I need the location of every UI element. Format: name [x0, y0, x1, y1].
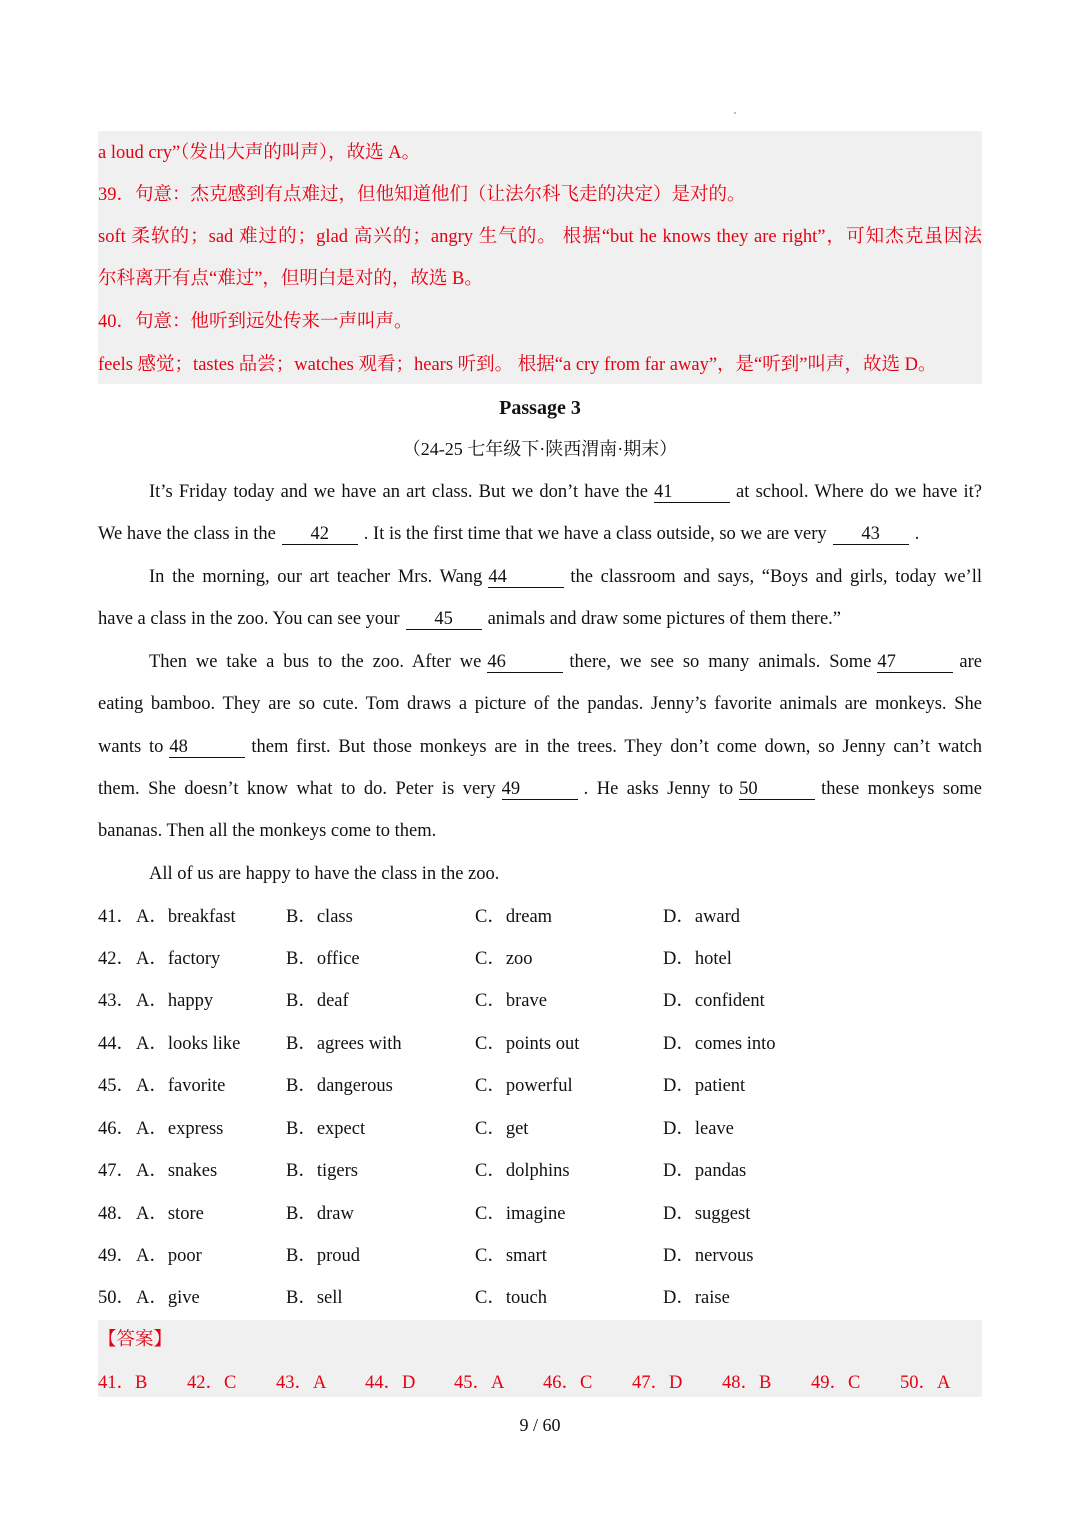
option-b: B．draw — [286, 1204, 354, 1224]
blank-46: 46 — [487, 652, 563, 673]
passage-text: at school. Where do we have it? — [736, 482, 982, 502]
option-c: C．powerful — [475, 1076, 573, 1096]
explanation-line: soft 柔软的；sad 难过的；glad 高兴的；angry 生气的。 根据“but he knows they are right”，可知杰克虽因法 — [98, 227, 982, 247]
blank-50: 50 — [739, 779, 815, 800]
option-c: C．imagine — [475, 1204, 566, 1224]
question-number: 44． — [98, 1034, 136, 1054]
question-number: 41． — [98, 907, 136, 927]
passage-title: Passage 3 — [499, 397, 581, 419]
option-a: A．express — [136, 1119, 224, 1139]
option-c: C．brave — [475, 991, 547, 1011]
option-b: B．deaf — [286, 991, 349, 1011]
option-a: A．store — [136, 1204, 204, 1224]
passage-text: the classroom and says, “Boys and girls, today we’ll — [570, 567, 982, 587]
answer-row — [98, 1370, 982, 1396]
option-c: C．points out — [475, 1034, 580, 1054]
passage-text: All of us are happy to have the class in the zoo. — [149, 864, 500, 884]
passage-line — [149, 564, 982, 590]
page-number: 9 / 60 — [519, 1415, 561, 1435]
answer-item: 42．C — [187, 1373, 237, 1393]
option-a: A．factory — [136, 949, 221, 969]
passage-source: （24-25 七年级下·陕西渭南·期末） — [402, 439, 678, 459]
explanation-highlight — [98, 131, 982, 384]
question-number: 47． — [98, 1161, 136, 1181]
option-b: B．sell — [286, 1288, 343, 1308]
passage-line — [98, 521, 982, 547]
question-number: 42． — [98, 949, 136, 969]
option-c: C．get — [475, 1119, 529, 1139]
question-row — [98, 988, 982, 1014]
explanation-line: 40．句意：他听到远处传来一声叫声。 — [98, 312, 413, 332]
passage-line — [98, 606, 982, 632]
question-number: 43． — [98, 991, 136, 1011]
option-c: C．dream — [475, 907, 553, 927]
passage-line — [98, 776, 982, 802]
option-a: A．snakes — [136, 1161, 218, 1181]
question-row — [98, 1073, 982, 1099]
passage-line — [98, 734, 982, 760]
answer-item: 45．A — [454, 1373, 505, 1393]
option-d: D．hotel — [663, 949, 732, 969]
option-d: D．raise — [663, 1288, 730, 1308]
option-d: D．award — [663, 907, 741, 927]
answer-item: 50．A — [900, 1373, 951, 1393]
passage-text: wants to — [98, 737, 164, 757]
passage-text: eating bamboo. They are so cute. Tom draws a picture of the pandas. Jenny’s favorite animals are monkeys. She — [98, 694, 982, 714]
passage-text: . — [914, 524, 920, 544]
option-c: C．dolphins — [475, 1161, 570, 1181]
option-b: B．agrees with — [286, 1034, 402, 1054]
passage-text: We have the class in the — [98, 524, 276, 544]
blank-47: 47 — [877, 652, 953, 673]
option-a: A．poor — [136, 1246, 202, 1266]
option-a: A．happy — [136, 991, 214, 1011]
option-a: A．looks like — [136, 1034, 241, 1054]
passage-line — [149, 649, 982, 675]
passage-text: animals and draw some pictures of them there.” — [487, 609, 842, 629]
option-b: B．class — [286, 907, 353, 927]
question-row — [98, 1243, 982, 1269]
question-number: 48． — [98, 1204, 136, 1224]
option-d: D．suggest — [663, 1204, 751, 1224]
option-b: B．tigers — [286, 1161, 358, 1181]
option-c: C．zoo — [475, 949, 533, 969]
passage-text: It’s Friday today and we have an art class. But we don’t have the — [149, 482, 649, 502]
explanation-line: 尔科离开有点“难过”，但明白是对的，故选 B。 — [98, 269, 483, 289]
answer-item: 48．B — [722, 1373, 772, 1393]
question-number: 49． — [98, 1246, 136, 1266]
answer-item: 46．C — [543, 1373, 593, 1393]
passage-text: have a class in the zoo. You can see your — [98, 609, 400, 629]
answer-item: 44．D — [365, 1373, 416, 1393]
question-number: 46． — [98, 1119, 136, 1139]
question-row — [98, 1116, 982, 1142]
option-d: D．confident — [663, 991, 765, 1011]
passage-text: them. She doesn’t know what to do. Peter is very — [98, 779, 496, 799]
blank-49: 49 — [502, 779, 578, 800]
explanation-line: 39．句意：杰克感到有点难过，但他知道他们（让法尔科飞走的决定）是对的。 — [98, 185, 746, 205]
question-row — [98, 1031, 982, 1057]
blank-42: 42 — [282, 524, 358, 545]
option-d: D．nervous — [663, 1246, 754, 1266]
passage-text: there, we see so many animals. Some — [569, 652, 872, 672]
option-a: A．give — [136, 1288, 200, 1308]
question-number: 50． — [98, 1288, 136, 1308]
passage-line — [149, 861, 982, 887]
passage-text: bananas. Then all the monkeys come to them. — [98, 821, 437, 841]
answer-title: 【答案】 — [98, 1330, 173, 1350]
passage-text: In the morning, our art teacher Mrs. Wang — [149, 567, 483, 587]
passage-text: these monkeys some — [821, 779, 982, 799]
question-row — [98, 1285, 982, 1311]
question-row — [98, 1158, 982, 1184]
option-b: B．proud — [286, 1246, 361, 1266]
question-number: 45． — [98, 1076, 136, 1096]
answer-item: 49．C — [811, 1373, 861, 1393]
option-d: D．comes into — [663, 1034, 776, 1054]
option-d: D．leave — [663, 1119, 734, 1139]
passage-line — [98, 818, 982, 844]
question-row — [98, 1201, 982, 1227]
answer-item: 41．B — [98, 1373, 148, 1393]
blank-44: 44 — [488, 567, 564, 588]
question-row — [98, 946, 982, 972]
answer-item: 47．D — [632, 1373, 683, 1393]
blank-43: 43 — [833, 524, 909, 545]
passage-line — [149, 479, 982, 505]
passage-text: . It is the first time that we have a class outside, so we are very — [363, 524, 827, 544]
blank-41: 41 — [654, 482, 730, 503]
passage-text: Then we take a bus to the zoo. After we — [149, 652, 482, 672]
option-b: B．dangerous — [286, 1076, 393, 1096]
blank-48: 48 — [169, 737, 245, 758]
option-c: C．smart — [475, 1246, 547, 1266]
option-a: A．favorite — [136, 1076, 226, 1096]
option-b: B．office — [286, 949, 360, 969]
option-b: B．expect — [286, 1119, 366, 1139]
question-row — [98, 904, 982, 930]
explanation-line: a loud cry”（发出大声的叫声），故选 A。 — [98, 143, 421, 163]
option-a: A．breakfast — [136, 907, 236, 927]
option-c: C．touch — [475, 1288, 547, 1308]
passage-text: are — [959, 652, 982, 672]
option-d: D．patient — [663, 1076, 746, 1096]
passage-line — [98, 691, 982, 717]
scan-dot — [734, 112, 736, 114]
passage-text: . He asks Jenny to — [583, 779, 734, 799]
blank-45: 45 — [406, 609, 482, 630]
passage-text: them first. But those monkeys are in the trees. They don’t come down, so Jenny can’t watch — [251, 737, 982, 757]
explanation-line: feels 感觉；tastes 品尝；watches 观看；hears 听到。 根据“a cry from far away”，是“听到”叫声，故选 D。 — [98, 355, 937, 375]
option-d: D．pandas — [663, 1161, 747, 1181]
answer-item: 43．A — [276, 1373, 327, 1393]
